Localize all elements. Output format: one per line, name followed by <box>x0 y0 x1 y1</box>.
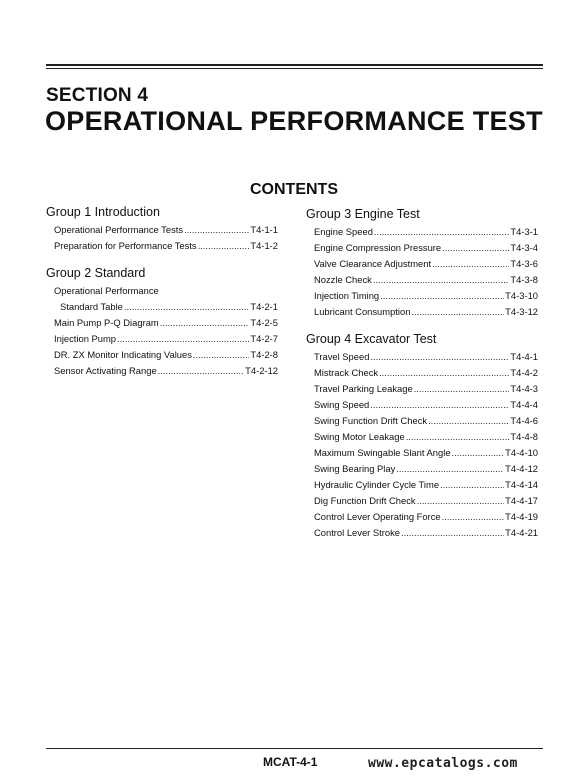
toc-entry[interactable] <box>306 429 538 445</box>
leader-dots <box>401 525 504 541</box>
leader-dots <box>193 347 249 363</box>
toc-entry-page: T4-4-3 <box>510 383 538 394</box>
toc-left-column <box>46 204 278 390</box>
toc-entry-label: Control Lever Operating Force <box>314 511 441 522</box>
toc-entry[interactable] <box>46 299 278 315</box>
toc-entry-page: T4-2-7 <box>250 333 278 344</box>
toc-entry[interactable] <box>306 461 538 477</box>
toc-entry-page: T4-2-8 <box>250 349 278 360</box>
leader-dots <box>417 493 505 509</box>
group-title: Group 1 Introduction <box>46 205 160 219</box>
toc-entry[interactable] <box>306 477 538 493</box>
toc-entry[interactable] <box>46 347 278 363</box>
leader-dots <box>117 331 249 347</box>
leader-dots <box>374 224 509 240</box>
toc-entry-page: T4-3-6 <box>510 258 538 269</box>
leader-dots <box>198 238 250 254</box>
toc-entry-label: Travel Speed <box>314 351 370 362</box>
toc-entry-label: Mistrack Check <box>314 367 379 378</box>
toc-entry-page: T4-2-12 <box>245 365 278 376</box>
toc-entry-page: T4-4-17 <box>505 495 538 506</box>
toc-entry-label: Operational Performance <box>54 285 159 296</box>
toc-entry-label: Swing Motor Leakage <box>314 431 405 442</box>
group-title: Group 2 Standard <box>46 266 146 280</box>
toc-entry-page: T4-4-10 <box>505 447 538 458</box>
toc-entry-page: T4-2-5 <box>250 317 278 328</box>
toc-entry[interactable] <box>306 397 538 413</box>
toc-entry[interactable] <box>306 240 538 256</box>
leader-dots <box>379 365 509 381</box>
toc-entry-page: T4-3-12 <box>505 306 538 317</box>
toc-right-column <box>306 206 538 552</box>
leader-dots <box>414 381 510 397</box>
leader-dots <box>158 363 245 379</box>
toc-entry-page: T4-3-8 <box>510 274 538 285</box>
toc-entry-label: Hydraulic Cylinder Cycle Time <box>314 479 440 490</box>
toc-entry[interactable] <box>306 256 538 272</box>
toc-entry[interactable] <box>46 238 278 254</box>
toc-entry-page: T4-4-1 <box>510 351 538 362</box>
toc-entry-page: T4-4-2 <box>510 367 538 378</box>
toc-entry-label: Preparation for Performance Tests <box>54 240 197 251</box>
toc-entry-page: T4-4-12 <box>505 463 538 474</box>
toc-entry-label: Dig Function Drift Check <box>314 495 416 506</box>
toc-entry[interactable] <box>306 445 538 461</box>
toc-entry-label: Travel Parking Leakage <box>314 383 413 394</box>
toc-group <box>306 206 538 320</box>
group-title: Group 3 Engine Test <box>306 207 420 221</box>
leader-dots <box>442 509 505 525</box>
leader-dots <box>124 299 249 315</box>
toc-entry-label: Valve Clearance Adjustment <box>314 258 432 269</box>
leader-dots <box>440 477 504 493</box>
leader-dots <box>442 240 509 256</box>
toc-entry[interactable] <box>46 363 278 379</box>
toc-entry[interactable] <box>306 349 538 365</box>
leader-dots <box>160 315 250 331</box>
leader-dots <box>428 413 509 429</box>
leader-dots <box>406 429 510 445</box>
toc-entry-page: T4-4-6 <box>510 415 538 426</box>
toc-entry-page: T4-4-14 <box>505 479 538 490</box>
toc-entry[interactable] <box>306 509 538 525</box>
toc-entry-page: T4-1-1 <box>250 224 278 235</box>
leader-dots <box>370 349 509 365</box>
toc-entry-label: Injection Timing <box>314 290 380 301</box>
toc-entry[interactable] <box>306 525 538 541</box>
toc-entry-page: T4-4-21 <box>505 527 538 538</box>
leader-dots <box>370 397 509 413</box>
toc-entry[interactable] <box>46 315 278 331</box>
toc-entry-heading[interactable] <box>46 283 278 299</box>
section-title: OPERATIONAL PERFORMANCE TEST <box>45 106 543 136</box>
header-rule <box>46 64 543 66</box>
footer-page-code: MCAT-4-1 <box>263 755 318 769</box>
toc-entry-page: T4-4-4 <box>510 399 538 410</box>
toc-entry[interactable] <box>306 413 538 429</box>
toc-entry-page: T4-2-1 <box>250 301 278 312</box>
toc-entry-label: Swing Speed <box>314 399 370 410</box>
toc-entry-label: Control Lever Stroke <box>314 527 400 538</box>
toc-entry-label: Injection Pump <box>54 333 117 344</box>
leader-dots <box>432 256 509 272</box>
toc-entry[interactable] <box>46 331 278 347</box>
toc-entry-label: Operational Performance Tests <box>54 224 184 235</box>
toc-entry[interactable] <box>306 365 538 381</box>
leader-dots <box>380 288 504 304</box>
toc-entry[interactable] <box>306 493 538 509</box>
toc-entry-label: Engine Compression Pressure <box>314 242 442 253</box>
toc-entry-page: T4-3-10 <box>505 290 538 301</box>
section-label: SECTION 4 <box>46 85 149 106</box>
toc-entry-label: Swing Bearing Play <box>314 463 396 474</box>
toc-entry-label: DR. ZX Monitor Indicating Values <box>54 349 192 360</box>
toc-group <box>306 331 538 541</box>
leader-dots <box>184 222 249 238</box>
leader-dots <box>411 304 504 320</box>
leader-dots <box>396 461 504 477</box>
toc-entry-label: Swing Function Drift Check <box>314 415 428 426</box>
toc-entry-page: T4-4-19 <box>505 511 538 522</box>
toc-entry-label: Main Pump P-Q Diagram <box>54 317 159 328</box>
toc-entry-label: Standard Table <box>60 301 123 312</box>
toc-entry[interactable] <box>306 272 538 288</box>
toc-group <box>46 265 278 379</box>
leader-dots <box>373 272 510 288</box>
toc-entry-page: T4-3-1 <box>510 226 538 237</box>
toc-entry-page: T4-3-4 <box>510 242 538 253</box>
toc-entry[interactable] <box>306 224 538 240</box>
toc-entry-page: T4-1-2 <box>250 240 278 251</box>
header-rule-thin <box>46 68 543 69</box>
toc-entry[interactable] <box>306 304 538 320</box>
toc-group <box>46 204 278 254</box>
toc-entry-label: Sensor Activating Range <box>54 365 157 376</box>
toc-entry-label: Engine Speed <box>314 226 373 237</box>
toc-entry[interactable] <box>46 222 278 238</box>
watermark: www.epcatalogs.com <box>368 756 518 771</box>
contents-heading: CONTENTS <box>250 181 338 198</box>
toc-entry-label: Maximum Swingable Slant Angle <box>314 447 451 458</box>
group-title: Group 4 Excavator Test <box>306 332 437 346</box>
toc-entry-label: Lubricant Consumption <box>314 306 411 317</box>
toc-entry-page: T4-4-8 <box>510 431 538 442</box>
toc-entry-label: Nozzle Check <box>314 274 372 285</box>
footer-rule <box>46 748 543 749</box>
toc-entry[interactable] <box>306 381 538 397</box>
leader-dots <box>452 445 505 461</box>
toc-entry[interactable] <box>306 288 538 304</box>
